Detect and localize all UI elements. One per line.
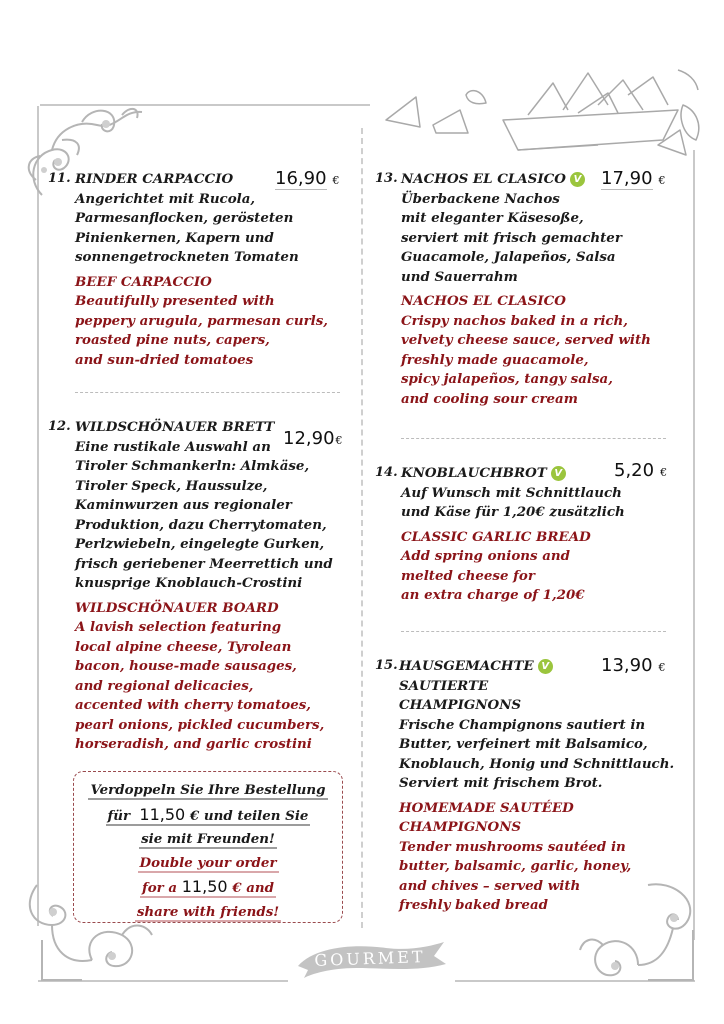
item-description-de bbox=[399, 716, 675, 794]
item-number: 15. bbox=[375, 658, 398, 673]
desc-line: knusprige Knoblauch-Crostini bbox=[75, 575, 303, 591]
menu-item-14 bbox=[375, 464, 675, 606]
desc-line: Parmesanflocken, gerösteten bbox=[75, 210, 294, 226]
desc-line: and cooling sour cream bbox=[401, 390, 578, 407]
desc-line: local alpine cheese, Tyrolean bbox=[75, 638, 292, 655]
separator bbox=[401, 438, 666, 439]
desc-line: Beautifully presented with bbox=[75, 293, 275, 309]
separator bbox=[401, 631, 666, 632]
item-title-text: NACHOS EL CLASICO bbox=[401, 171, 566, 187]
desc-line: Kaminwurzen aus regionaler bbox=[75, 497, 292, 513]
desc-line: Pinienkernen, Kapern und bbox=[75, 229, 274, 246]
desc-line: bacon, house-made sausages, bbox=[75, 658, 297, 674]
promo-text: Double your order bbox=[139, 854, 277, 871]
price-value: 17,90 bbox=[601, 168, 653, 189]
promo-text: für bbox=[107, 807, 131, 824]
promo-text: share with friends! bbox=[136, 903, 280, 920]
desc-line: Guacamole, Jalapeños, Salsa bbox=[401, 249, 616, 265]
item-title-text: HAUSGEMACHTE bbox=[399, 658, 534, 674]
promo-en-line-2 bbox=[74, 875, 342, 901]
currency-symbol: € bbox=[332, 174, 340, 187]
desc-line: and sun-dried tomatoes bbox=[75, 351, 254, 368]
item-description-en bbox=[75, 292, 348, 370]
separator bbox=[75, 392, 340, 393]
desc-line: Add spring onions and bbox=[401, 548, 570, 564]
desc-line: and regional delicacies, bbox=[75, 677, 254, 694]
vegetarian-icon: V bbox=[570, 172, 585, 187]
item-title-en bbox=[399, 799, 675, 838]
item-title-text: KNOBLAUCHBROT bbox=[401, 465, 547, 481]
column-divider bbox=[361, 128, 363, 928]
section-banner-label: GOURMET bbox=[314, 947, 426, 970]
item-description-en bbox=[75, 618, 348, 755]
promo-price: 11,50 bbox=[139, 804, 186, 824]
desc-line: Produktion, dazu Cherrytomaten, bbox=[75, 516, 327, 533]
price-value: 16,90 bbox=[275, 168, 327, 189]
desc-line: peppery arugula, parmesan curls, bbox=[75, 312, 328, 329]
title-line: HOMEMADE SAUTÉED bbox=[399, 799, 574, 816]
promo-text: € und teilen Sie bbox=[189, 807, 309, 824]
currency-symbol: € bbox=[658, 661, 666, 674]
item-title-en: NACHOS EL CLASICO bbox=[401, 293, 566, 309]
title-line: SAUTIERTE bbox=[399, 677, 489, 694]
desc-line: Angerichtet mit Rucola, bbox=[75, 190, 256, 207]
desc-line: accented with cherry tomatoes, bbox=[75, 697, 311, 713]
item-price bbox=[601, 655, 666, 676]
desc-line: Auf Wunsch mit Schnittlauch bbox=[401, 484, 622, 501]
price-value: 12,90 bbox=[283, 428, 335, 449]
item-description-en bbox=[401, 547, 675, 606]
item-description-en bbox=[401, 312, 675, 410]
promo-en-line-3 bbox=[74, 901, 342, 925]
vegetarian-icon: V bbox=[551, 466, 566, 481]
desc-line: spicy jalapeños, tangy salsa, bbox=[401, 371, 613, 387]
promo-text: € and bbox=[232, 880, 274, 896]
item-title: WILDSCHÖNAUER BRETT bbox=[75, 419, 275, 435]
title-line: CHAMPIGNONS bbox=[399, 697, 522, 713]
desc-line: Frische Champignons sautiert in bbox=[399, 716, 646, 733]
frame-right-line bbox=[693, 150, 695, 940]
menu-item-15 bbox=[375, 657, 675, 916]
currency-symbol: € bbox=[658, 174, 666, 187]
item-description-de bbox=[401, 484, 675, 523]
desc-line: und Käse für 1,20€ zusätzlich bbox=[401, 504, 625, 520]
promo-de-line-3 bbox=[74, 828, 342, 852]
desc-line: Tender mushrooms sautéed in bbox=[399, 838, 626, 855]
item-price bbox=[283, 428, 343, 449]
desc-line: Tiroler Speck, Haussulze, bbox=[75, 477, 268, 494]
price-value: 13,90 bbox=[601, 655, 653, 676]
desc-line: melted cheese for bbox=[401, 567, 535, 584]
desc-line: Eine rustikale Auswahl an bbox=[75, 438, 271, 455]
promo-box bbox=[73, 771, 343, 923]
desc-line: an extra charge of 1,20€ bbox=[401, 587, 585, 603]
menu-item-13 bbox=[375, 170, 675, 409]
desc-line: Knoblauch, Honig und Schnittlauch. bbox=[399, 755, 675, 772]
item-price bbox=[614, 460, 667, 481]
item-description-de bbox=[75, 438, 348, 594]
desc-line: roasted pine nuts, capers, bbox=[75, 332, 270, 348]
currency-symbol: € bbox=[660, 466, 668, 479]
desc-line: butter, balsamic, garlic, honey, bbox=[399, 858, 632, 874]
menu-item-11 bbox=[48, 170, 348, 370]
item-number: 12. bbox=[48, 419, 71, 434]
item-title-en: WILDSCHÖNAUER BOARD bbox=[75, 599, 279, 616]
promo-text: sie mit Freunden! bbox=[141, 831, 275, 847]
item-title: RINDER CARPACCIO bbox=[75, 171, 234, 187]
desc-line: Überbackene Nachos bbox=[401, 190, 560, 207]
item-description-en bbox=[399, 838, 675, 916]
vegetarian-icon: V bbox=[538, 659, 553, 674]
desc-line: frisch geriebener Meerrettich und bbox=[75, 555, 333, 572]
item-number: 11. bbox=[48, 171, 71, 186]
desc-line: and chives – served with bbox=[399, 877, 581, 894]
promo-de-line-2 bbox=[74, 803, 342, 829]
promo-text: for a bbox=[141, 880, 178, 896]
desc-line: Tiroler Schmankerln: Almkäse, bbox=[75, 458, 310, 474]
desc-line: freshly baked bread bbox=[399, 897, 548, 913]
promo-en-line-1 bbox=[74, 852, 342, 876]
currency-symbol: € bbox=[335, 434, 343, 447]
desc-line: Serviert mit frischem Brot. bbox=[399, 775, 603, 791]
desc-line: Perlzwiebeln, eingelegte Gurken, bbox=[75, 536, 325, 552]
desc-line: und Sauerrahm bbox=[401, 268, 518, 285]
title-line: CHAMPIGNONS bbox=[399, 819, 522, 835]
desc-line: Crispy nachos baked in a rich, bbox=[401, 312, 628, 329]
desc-line: horseradish, and garlic crostini bbox=[75, 736, 312, 752]
desc-line: A lavish selection featuring bbox=[75, 619, 282, 635]
desc-line: pearl onions, pickled cucumbers, bbox=[75, 716, 325, 733]
desc-line: serviert mit frisch gemachter bbox=[401, 229, 622, 246]
nachos-illustration-icon bbox=[378, 65, 708, 165]
promo-de-line-1 bbox=[74, 779, 342, 803]
price-value: 5,20 bbox=[614, 460, 655, 481]
desc-line: velvety cheese sauce, served with bbox=[401, 332, 651, 348]
item-title-en: BEEF CARPACCIO bbox=[75, 273, 212, 290]
item-description-de bbox=[75, 190, 348, 268]
desc-line: sonnengetrockneten Tomaten bbox=[75, 249, 299, 265]
desc-line: Butter, verfeinert mit Balsamico, bbox=[399, 736, 648, 752]
item-number: 14. bbox=[375, 465, 398, 480]
item-price bbox=[601, 168, 666, 189]
desc-line: freshly made guacamole, bbox=[401, 351, 589, 368]
promo-price: 11,50 bbox=[181, 877, 228, 896]
item-number: 13. bbox=[375, 171, 398, 186]
menu-item-12 bbox=[48, 418, 348, 755]
desc-line: mit eleganter Käsesoße, bbox=[401, 210, 584, 226]
item-title-en: CLASSIC GARLIC BREAD bbox=[401, 528, 591, 545]
promo-text: Verdoppeln Sie Ihre Bestellung bbox=[90, 782, 326, 798]
item-description-de bbox=[401, 190, 675, 288]
item-price bbox=[275, 168, 340, 189]
frame-left-line bbox=[37, 106, 39, 926]
